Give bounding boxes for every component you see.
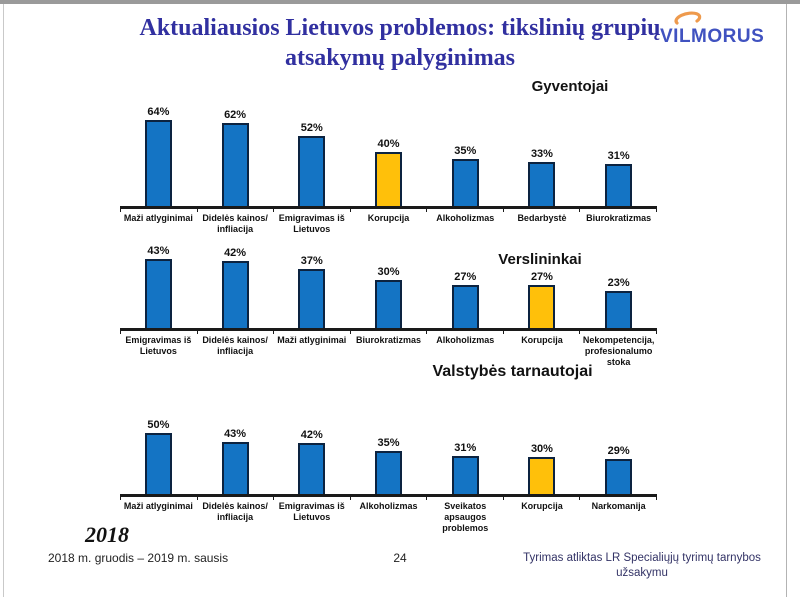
- bar-slot: [504, 443, 581, 494]
- bar: [452, 456, 479, 494]
- category-label: Didelės kainos/ infliacija: [202, 213, 268, 234]
- bar-chart-gyventojai: [120, 105, 657, 235]
- category-label: Emigravimas iš Lietuvos: [278, 501, 345, 522]
- page-title: Aktualiausios Lietuvos problemos: tikslinių grupių atsakymų palyginimas: [139, 15, 661, 71]
- bar-value-label: 30%: [377, 266, 400, 278]
- bar-slot: [350, 266, 427, 328]
- logo-text: VILMORUS: [660, 26, 765, 47]
- ticks-row: [120, 209, 657, 212]
- bar-slot: [350, 138, 427, 206]
- labels-row: [120, 335, 657, 367]
- axis-tick: [197, 209, 198, 212]
- bar-slot: [273, 122, 350, 206]
- bar: [298, 443, 325, 494]
- category-label: Narkomanija: [591, 501, 646, 511]
- category-label: Alkoholizmas: [359, 501, 418, 511]
- bars-row: [120, 105, 657, 209]
- axis-tick: [120, 331, 121, 334]
- bar: [605, 291, 632, 328]
- vilmorus-logo: [658, 8, 788, 56]
- category-label: Didelės kainos/ infliacija: [202, 335, 268, 356]
- bar-slot: [427, 442, 504, 494]
- slide-top-border: [0, 0, 800, 4]
- category-label: Didelės kainos/ infliacija: [202, 501, 268, 522]
- bar: [605, 164, 632, 206]
- axis-tick: [350, 497, 351, 500]
- bar-slot: [350, 437, 427, 494]
- axis-tick: [579, 497, 580, 500]
- ticks-row: [120, 497, 657, 500]
- axis-tick: [503, 331, 504, 334]
- axis-tick: [350, 331, 351, 334]
- axis-tick: [120, 209, 121, 212]
- bar-value-label: 23%: [607, 277, 630, 289]
- category-label: Bedarbystė: [517, 213, 567, 223]
- category-label: Nekompetencija, profesionalumo stoka: [582, 335, 655, 367]
- category-label: Korupcija: [367, 213, 410, 223]
- chart-title-verslininkai: Verslininkai: [498, 251, 582, 268]
- axis-tick: [656, 331, 657, 334]
- bar-slot: [580, 445, 657, 494]
- labels-row: [120, 213, 657, 235]
- bars-row: [120, 243, 657, 331]
- bar-highlighted: [375, 152, 402, 206]
- category-label: Maži atlyginimai: [123, 501, 193, 511]
- bar: [145, 259, 172, 328]
- bar: [222, 261, 249, 328]
- bar: [222, 123, 249, 206]
- bar-slot: [504, 148, 581, 206]
- bar-value-label: 35%: [377, 437, 400, 449]
- category-label: Maži atlyginimai: [123, 213, 193, 223]
- page-number: 24: [393, 551, 407, 565]
- slide-right-border: [786, 4, 787, 597]
- category-label: Korupcija: [521, 335, 563, 345]
- axis-tick: [503, 209, 504, 212]
- bar-slot: [273, 255, 350, 328]
- axis-tick: [579, 209, 580, 212]
- category-label: Emigravimas iš Lietuvos: [125, 335, 192, 356]
- bar-value-label: 42%: [300, 429, 323, 441]
- bar-slot: [427, 145, 504, 206]
- bar-value-label: 29%: [607, 445, 630, 457]
- category-label: Sveikatos apsaugos problemos: [442, 501, 489, 533]
- bar: [145, 433, 172, 494]
- category-label: Emigravimas iš Lietuvos: [278, 213, 345, 234]
- axis-tick: [656, 209, 657, 212]
- axis-tick: [426, 331, 427, 334]
- axis-tick: [197, 497, 198, 500]
- bar-slot: [504, 271, 581, 328]
- bar-value-label: 64%: [147, 106, 170, 118]
- bar: [298, 269, 325, 328]
- axis-tick: [273, 331, 274, 334]
- bar-value-label: 43%: [224, 428, 247, 440]
- bar-slot: [580, 150, 657, 206]
- ticks-row: [120, 331, 657, 334]
- chart-title-gyventojai: Gyventojai: [531, 78, 609, 95]
- bar-highlighted: [528, 285, 555, 328]
- bar-slot: [197, 428, 274, 494]
- bar: [222, 442, 249, 494]
- footer-commission-note: Tyrimas atliktas LR Specialiųjų tyrimų tarnybos užsakymu: [523, 552, 761, 579]
- bar: [375, 451, 402, 494]
- footer-survey-period: 2018 m. gruodis – 2019 m. sausis: [48, 551, 229, 565]
- bar-slot: [120, 419, 197, 494]
- bar-slot: [120, 106, 197, 206]
- axis-tick: [426, 497, 427, 500]
- bar: [145, 120, 172, 206]
- slide-left-border: [3, 4, 4, 597]
- bar-value-label: 30%: [530, 443, 553, 455]
- category-label: Korupcija: [521, 501, 563, 511]
- axis-tick: [503, 497, 504, 500]
- bar: [298, 136, 325, 206]
- bar-slot: [197, 247, 274, 328]
- category-label: Alkoholizmas: [436, 213, 495, 223]
- bar-value-label: 31%: [607, 150, 630, 162]
- axis-tick: [350, 209, 351, 212]
- bar-slot: [197, 109, 274, 206]
- bar-chart-valstybes-tarnautojai: [120, 417, 657, 533]
- bar-value-label: 33%: [530, 148, 553, 160]
- axis-tick: [273, 497, 274, 500]
- category-label: Maži atlyginimai: [277, 335, 347, 345]
- labels-row: [120, 501, 657, 533]
- bar: [452, 159, 479, 206]
- bar-value-label: 27%: [530, 271, 553, 283]
- bar-slot: [120, 245, 197, 328]
- bar-value-label: 52%: [300, 122, 323, 134]
- bar-value-label: 42%: [224, 247, 247, 259]
- bar: [528, 162, 555, 206]
- bar-slot: [580, 277, 657, 328]
- footer-year: 2018: [85, 522, 129, 547]
- axis-tick: [656, 497, 657, 500]
- axis-tick: [273, 209, 274, 212]
- category-label: Biurokratizmas: [586, 213, 652, 223]
- bars-row: [120, 417, 657, 497]
- bar: [605, 459, 632, 494]
- axis-tick: [120, 497, 121, 500]
- bar-slot: [273, 429, 350, 494]
- bar-highlighted: [528, 457, 555, 494]
- bar-slot: [427, 271, 504, 328]
- category-label: Alkoholizmas: [436, 335, 495, 345]
- bar-value-label: 43%: [147, 245, 170, 257]
- bar-value-label: 37%: [300, 255, 323, 267]
- bar: [375, 280, 402, 328]
- bar-chart-verslininkai: [120, 243, 657, 367]
- bar: [452, 285, 479, 328]
- bar-value-label: 40%: [377, 138, 400, 150]
- chart-title-valstybes-tarnautojai: Valstybės tarnautojai: [432, 363, 593, 380]
- bar-value-label: 62%: [224, 109, 247, 121]
- bar-value-label: 27%: [454, 271, 477, 283]
- category-label: Biurokratizmas: [356, 335, 422, 345]
- bar-value-label: 31%: [454, 442, 477, 454]
- axis-tick: [579, 331, 580, 334]
- axis-tick: [426, 209, 427, 212]
- bar-value-label: 35%: [454, 145, 477, 157]
- axis-tick: [197, 331, 198, 334]
- bar-value-label: 50%: [147, 419, 170, 431]
